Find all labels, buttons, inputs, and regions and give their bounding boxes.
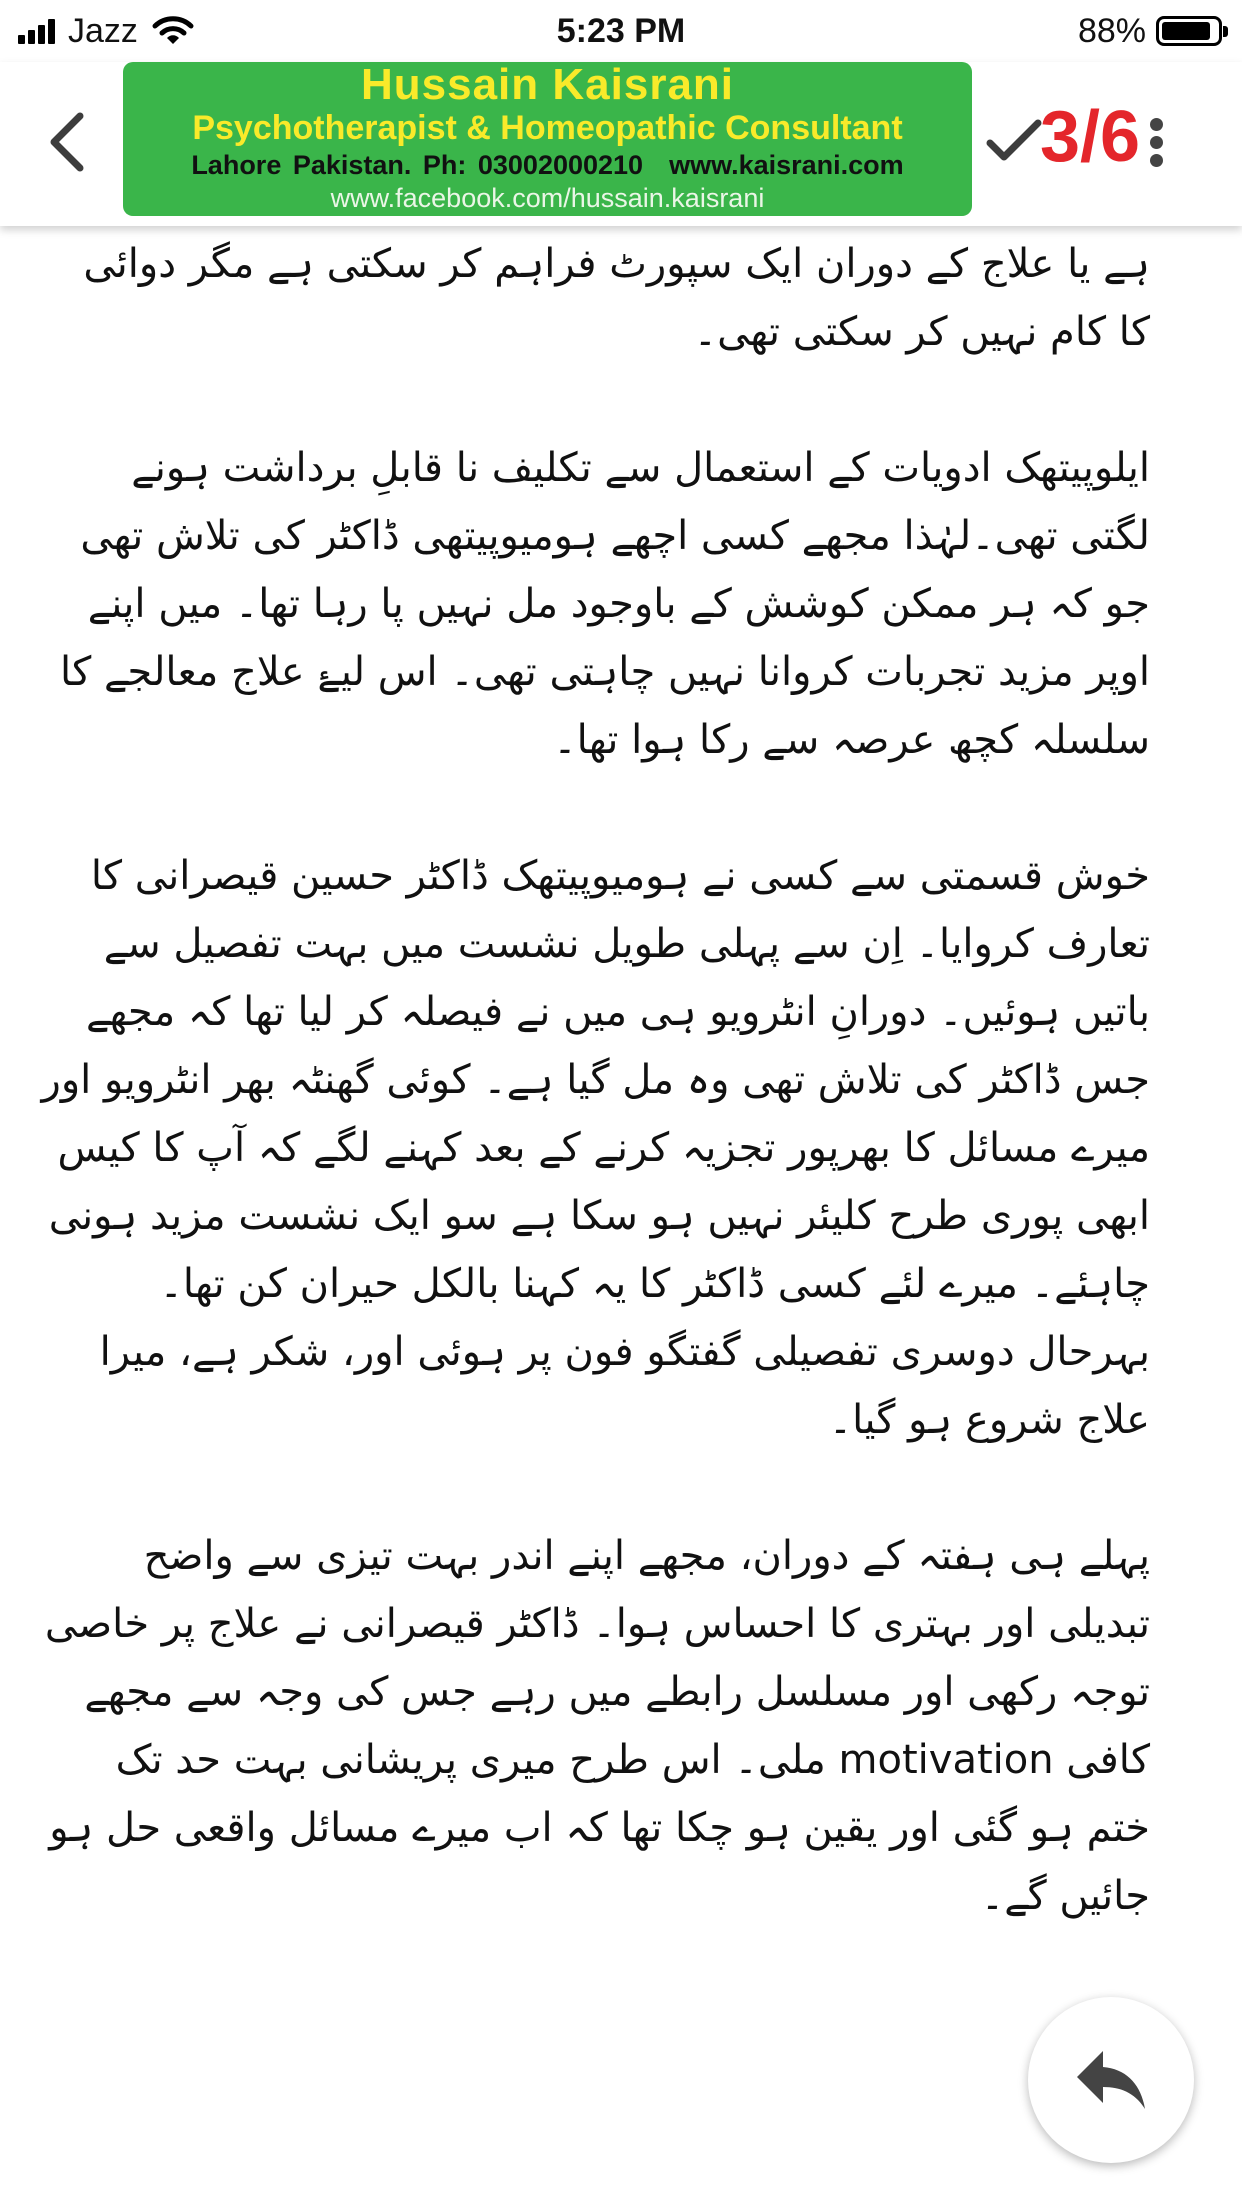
banner-location-phone: Lahore Pakistan. Ph: 03002000210 <box>191 150 644 180</box>
article-body <box>40 230 1150 1998</box>
banner-website: www.kaisrani.com <box>669 150 904 180</box>
carrier-name: Jazz <box>68 11 138 50</box>
article-paragraph: پہلے ہی ہفتہ کے دوران، مجھے اپنے اندر بہت تیزی سے واضح تبدیلی اور بہتری کا احساس ہوا۔ ڈاکٹر قیصرانی نے علاج پر خاصی توجہ رکھی اور مسلسل رابطے میں رہے جس کی وجہ سے مجھے کافی motivation ملی۔ اس طرح میری پریشانی بہت حد تک ختم ہو گئی اور یقین ہو چکا تھا کہ اب میرے مسائل واقعی حل ہو جائیں گے۔ <box>44 1533 1150 1919</box>
reply-button[interactable] <box>1028 1997 1194 2163</box>
banner-role: Psychotherapist & Homeopathic Consultant <box>192 109 903 147</box>
app-header <box>0 62 1242 226</box>
article-paragraph: ہے یا علاج کے دوران ایک سپورٹ فراہم کر سکتی ہے مگر دوائی کا کام نہیں کر سکتی تھی۔ <box>83 241 1150 355</box>
battery-icon <box>1156 16 1222 46</box>
article-paragraph: ایلوپیتھک ادویات کے استعمال سے تکلیف نا قابلِ برداشت ہونے لگتی تھی۔لہٰذا مجھے کسی اچھے ہومیوپیتھی ڈاکٹر کی تلاش تھی جو کہ ہر ممکن کوشش کے باوجود مل نہیں پا رہا تھا۔ میں اپنے اوپر مزید تجربات کروانا نہیں چاہتی تھی۔ اس لیۓ علاج معالجے کا سلسلہ کچھ عرصہ سے رکا ہوا تھا۔ <box>60 445 1150 763</box>
battery-fill <box>1162 22 1210 40</box>
status-bar <box>0 0 1242 62</box>
checkmark-icon[interactable] <box>985 117 1043 165</box>
battery-percent: 88% <box>1077 11 1146 50</box>
banner-facebook: www.facebook.com/hussain.kaisrani <box>330 183 765 213</box>
banner-contact <box>123 148 972 182</box>
status-time: 5:23 PM <box>556 12 686 50</box>
article-paragraph: خوش قسمتی سے کسی نے ہومیوپیتھک ڈاکٹر حسین قیصرانی کا تعارف کروایا۔ اِن سے پہلی طویل نشست میں بہت تفصیل سے باتیں ہوئیں۔ دورانِ انٹرویو ہی میں نے فیصلہ کر لیا تھا کہ مجھے جس ڈاکٹر کی تلاش تھی وہ مل گیا ہے۔ کوئی گھنٹہ بھر انٹرویو اور میرے مسائل کا بھرپور تجزیہ کرنے کے بعد کہنے لگے کہ آپ کا کیس ابھی پوری طرح کلیئر نہیں ہو سکا ہے سو ایک نشست مزید ہونی چاہئے۔ میرے لئے کسی ڈاکٹر کا یہ کہنا بالکل حیران کن تھا۔ بہرحال دوسری تفصیلی گفتگو فون پر ہوئی اور، شکر ہے، میرا علاج شروع ہو گیا۔ <box>41 853 1150 1443</box>
chevron-left-icon[interactable] <box>30 102 106 182</box>
header-banner[interactable] <box>123 62 972 216</box>
vertical-dots-icon[interactable] <box>1150 118 1164 172</box>
page-indicator: 3/6 <box>1040 97 1141 177</box>
banner-name: Hussain Kaisrani <box>360 62 735 109</box>
reply-arrow-icon <box>1073 2045 1149 2115</box>
status-right <box>1078 8 1222 54</box>
